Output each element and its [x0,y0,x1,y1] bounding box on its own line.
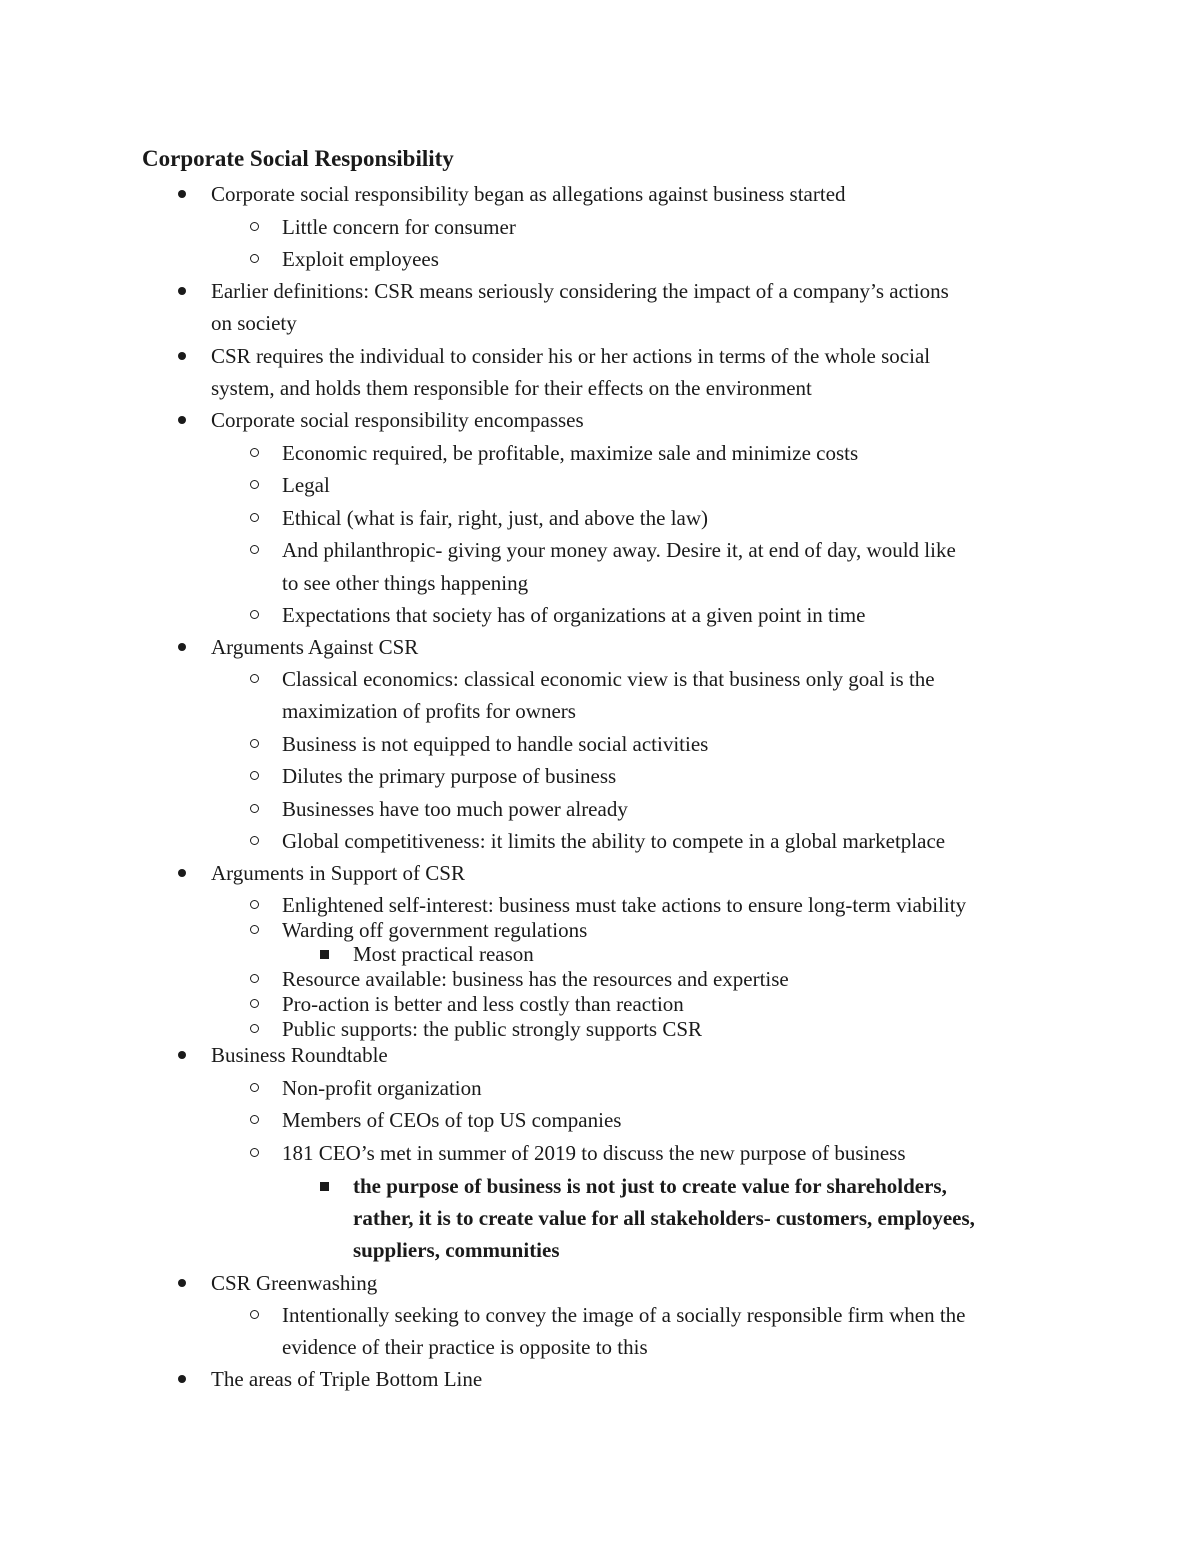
circle-bullet-icon [250,222,259,231]
list-item-level-2: Intentionally seeking to convey the image of a socially responsible firm when the [282,1303,966,1327]
list-item-level-2: Ethical (what is fair, right, just, and above the law) [282,506,709,530]
circle-bullet-icon [250,480,259,489]
list-item-level-2: maximization of profits for owners [282,699,576,723]
circle-bullet-icon [250,448,259,457]
list-item-level-2: evidence of their practice is opposite to this [282,1335,648,1359]
page-title: Corporate Social Responsibility [142,146,454,171]
list-item-level-2: Legal [282,473,330,497]
list-item-level-1: Arguments Against CSR [211,635,419,659]
circle-bullet-icon [250,836,259,845]
list-item-level-2: Resource available: business has the resources and expertise [282,967,789,991]
list-item-level-2: Economic required, be profitable, maximize sale and minimize costs [282,441,859,465]
circle-bullet-icon [250,610,259,619]
list-item-level-1: CSR requires the individual to consider his or her actions in terms of the whole social [211,344,931,368]
list-item-level-2: 181 CEO’s met in summer of 2019 to discuss the new purpose of business [282,1141,906,1165]
list-item-level-2: Global competitiveness: it limits the ability to compete in a global marketplace [282,829,946,853]
circle-bullet-icon [250,1310,259,1319]
disc-bullet-icon [178,352,186,360]
circle-bullet-icon [250,925,259,934]
circle-bullet-icon [250,1148,259,1157]
list-item-level-1: on society [211,311,297,335]
disc-bullet-icon [178,416,186,424]
circle-bullet-icon [250,739,259,748]
circle-bullet-icon [250,900,259,909]
circle-bullet-icon [250,254,259,263]
list-item-level-1: system, and holds them responsible for their effects on the environment [211,376,812,400]
list-item-level-3: the purpose of business is not just to create value for shareholders, [353,1174,947,1198]
list-item-level-2: Public supports: the public strongly supports CSR [282,1017,703,1041]
circle-bullet-icon [250,545,259,554]
list-item-level-3: Most practical reason [353,942,534,966]
list-item-level-2: Members of CEOs of top US companies [282,1108,622,1132]
list-item-level-2: Classical economics: classical economic view is that business only goal is the [282,667,935,691]
list-item-level-2: to see other things happening [282,571,529,595]
circle-bullet-icon [250,1083,259,1092]
circle-bullet-icon [250,999,259,1008]
circle-bullet-icon [250,771,259,780]
disc-bullet-icon [178,1051,186,1059]
list-item-level-2: Non-profit organization [282,1076,482,1100]
list-item-level-2: Pro-action is better and less costly than reaction [282,992,684,1016]
list-item-level-1: Arguments in Support of CSR [211,861,465,885]
list-item-level-2: Expectations that society has of organizations at a given point in time [282,603,866,627]
list-item-level-1: Corporate social responsibility encompasses [211,408,584,432]
disc-bullet-icon [178,1279,186,1287]
list-item-level-1: Earlier definitions: CSR means seriously considering the impact of a company’s actions [211,279,949,303]
list-item-level-2: Exploit employees [282,247,439,271]
circle-bullet-icon [250,674,259,683]
list-item-level-1: The areas of Triple Bottom Line [211,1367,483,1391]
square-bullet-icon [320,950,329,959]
disc-bullet-icon [178,643,186,651]
list-item-level-2: Business is not equipped to handle social activities [282,732,709,756]
list-item-level-1: Corporate social responsibility began as allegations against business started [211,182,846,206]
disc-bullet-icon [178,190,186,198]
list-item-level-2: Businesses have too much power already [282,797,628,821]
circle-bullet-icon [250,513,259,522]
list-item-level-2: Enlightened self-interest: business must take actions to ensure long-term viability [282,893,967,917]
disc-bullet-icon [178,287,186,295]
list-item-level-2: Little concern for consumer [282,215,516,239]
list-item-level-3: suppliers, communities [353,1238,560,1262]
square-bullet-icon [320,1182,329,1191]
list-item-level-1: Business Roundtable [211,1043,388,1067]
list-item-level-2: Warding off government regulations [282,918,588,942]
circle-bullet-icon [250,804,259,813]
list-item-level-2: And philanthropic- giving your money away. Desire it, at end of day, would like [282,538,956,562]
list-item-level-3: rather, it is to create value for all stakeholders- customers, employees, [353,1206,975,1230]
list-item-level-1: CSR Greenwashing [211,1271,378,1295]
circle-bullet-icon [250,1115,259,1124]
disc-bullet-icon [178,869,186,877]
list-item-level-2: Dilutes the primary purpose of business [282,764,617,788]
circle-bullet-icon [250,974,259,983]
disc-bullet-icon [178,1375,186,1383]
circle-bullet-icon [250,1024,259,1033]
